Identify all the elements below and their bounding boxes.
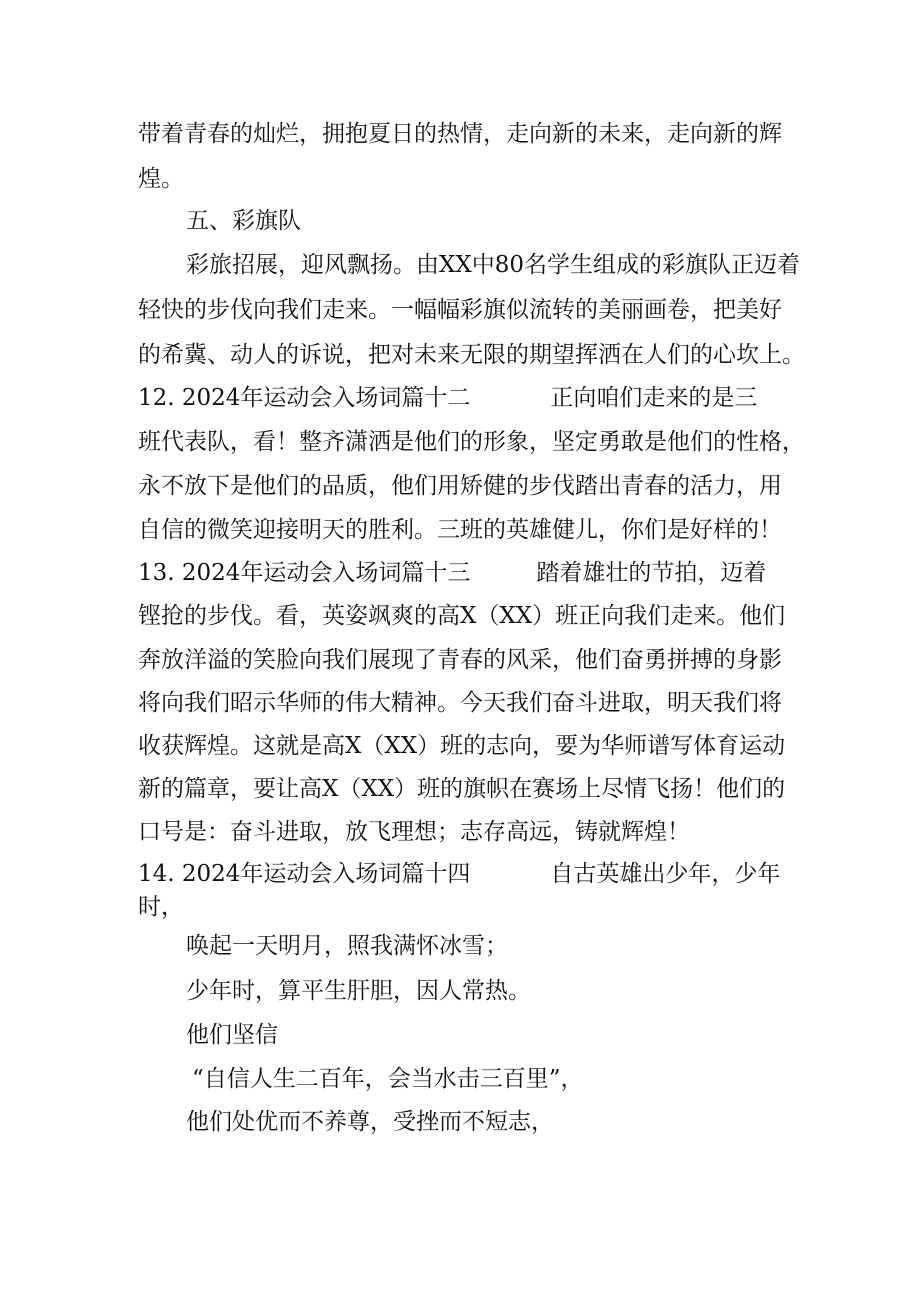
entry-heading-lead: 正向咱们走来的是三 [550, 385, 758, 411]
poem-line: “自信人生二百年，会当水击三百里”， [192, 1066, 584, 1092]
poem-line: 少年时，算平生肝胆，因人常热。 [186, 978, 531, 1004]
paragraph-line: 新的篇章，要让高X（XX）班的旗帜在赛场上尽情飞扬！他们的 [138, 776, 786, 802]
entry-heading-13 [138, 558, 766, 588]
paragraph-line: 带着青春的灿烂，拥抱夏日的热情，走向新的未来，走向新的辉 [138, 121, 782, 147]
poem-line: 他们坚信 [186, 1022, 278, 1048]
entry-heading-lead: 踏着雄壮的节拍，迈着 [536, 560, 767, 586]
paragraph-line: 奔放洋溢的笑脸向我们展现了青春的风采，他们奋勇拼搏的身影 [138, 647, 782, 673]
entry-heading-title: 14. 2024年运动会入场词篇十四 [138, 861, 471, 887]
paragraph-line: 永不放下是他们的品质，他们用矫健的步伐踏出青春的活力，用 [138, 473, 782, 499]
entry-heading-lead: 自古英雄出少年，少年 [550, 861, 781, 887]
paragraph-line: 彩旅招展，迎风飘扬。由XX中80名学生组成的彩旗队正迈着 [186, 252, 801, 278]
poem-line: 他们处优而不养尊，受挫而不短志， [186, 1109, 554, 1135]
paragraph-line: 时， [138, 894, 184, 920]
paragraph-line: 煌。 [138, 166, 184, 192]
entry-heading-12 [138, 383, 757, 413]
poem-line: 唤起一天明月，照我满怀冰雪； [186, 933, 508, 959]
paragraph-line: 收获辉煌。这就是高X（XX）班的志向，要为华师谱写体育运动 [138, 733, 786, 759]
paragraph-line: 口号是：奋斗进取，放飞理想；志存高远，铸就辉煌！ [138, 819, 690, 845]
paragraph-line: 班代表队，看！整齐潇洒是他们的形象，坚定勇敢是他们的性格， [138, 429, 805, 455]
paragraph-line: 将向我们昭示华师的伟大精神。今天我们奋斗进取，明天我们将 [138, 690, 782, 716]
paragraph-line: 铿抢的步伐。看，英姿飒爽的高X（XX）班正向我们走来。他们 [138, 603, 786, 629]
entry-heading-title: 13. 2024年运动会入场词篇十三 [138, 560, 471, 586]
paragraph-line: 自信的微笑迎接明天的胜利。三班的英雄健儿，你们是好样的！ [138, 517, 782, 543]
paragraph-line: 的希冀、动人的诉说，把对未来无限的期望挥洒在人们的心坎上。 [138, 342, 805, 368]
entry-heading-14 [138, 859, 780, 889]
section-heading: 五、彩旗队 [186, 208, 301, 234]
paragraph-line: 轻快的步伐向我们走来。一幅幅彩旗似流转的美丽画卷，把美好 [138, 297, 782, 323]
entry-heading-title: 12. 2024年运动会入场词篇十二 [138, 385, 471, 411]
